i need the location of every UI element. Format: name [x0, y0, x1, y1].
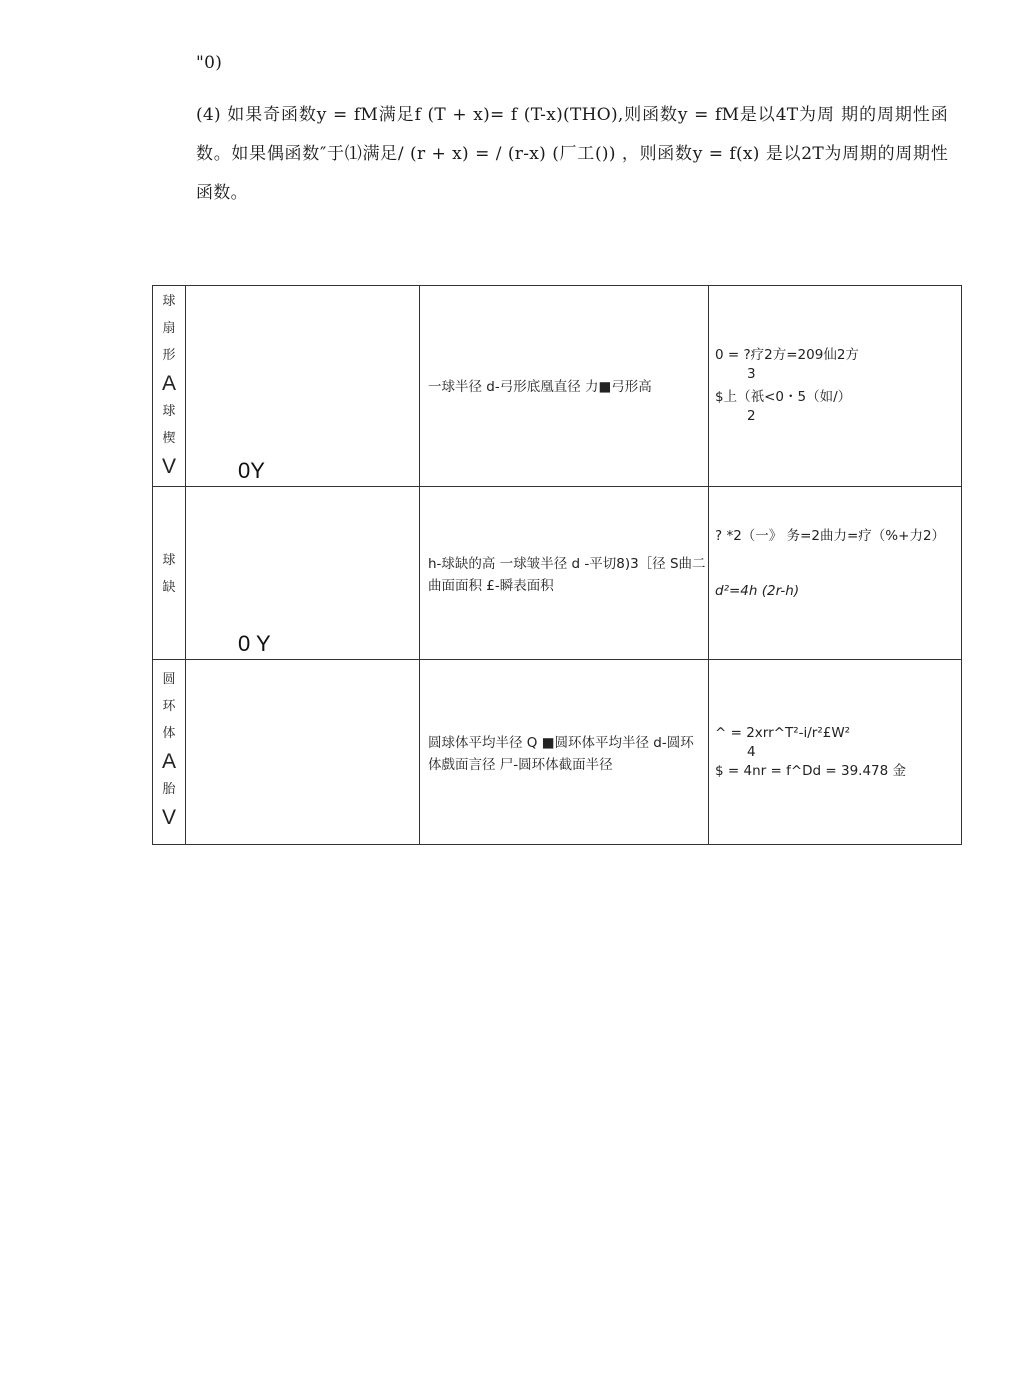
formula-line: ? *2（一》 务=2曲力=疗（%+力2） — [715, 528, 946, 544]
shape-name-char: A — [161, 750, 176, 773]
shape-name-char: 缺 — [162, 580, 176, 595]
formula-line: ^ = 2xrr^T²-i/r²£W² — [715, 725, 851, 741]
figure-cell — [186, 286, 420, 487]
formula-cell — [709, 286, 962, 487]
formula-line: $上（祇<0・5（如/） — [715, 389, 852, 405]
table-row-spherical-sector — [153, 286, 962, 487]
formula-denominator: 3 — [747, 366, 756, 382]
formula-cell — [709, 660, 962, 845]
shape-name-char: 球 — [162, 553, 176, 568]
formula-line: 0 = ?疗2方=209仙2方 — [715, 347, 859, 363]
solid-geometry-formula-table — [152, 285, 962, 845]
shape-name-char: A — [161, 372, 176, 395]
shape-name-char: 扇 — [162, 321, 176, 336]
symbol-definitions: 圆球体平均半径 Q ■圆环体平均半径 d-圆环体戲面言径 尸-圆环体截面半径 — [428, 735, 694, 773]
shape-name-char: 球 — [162, 294, 176, 309]
periodic-function-paragraph: (4) 如果奇函数y = fM满足f (T + x)= f (T-x)(THO),则函数y = fM是以4T为周 期的周期性函数。如果偶函数″于⑴满足/ (r + x) = / (r-x) (厂工()) ，则函数y = f(x) 是以2T为周期的周期性函数。 — [196, 105, 948, 203]
figure-label: 0 Y — [238, 631, 271, 656]
formula-line: $ = 4nr = f^Dd = 39.478 金 — [715, 763, 907, 779]
figure-cell — [186, 487, 420, 660]
symbols-cell — [420, 487, 709, 660]
formula-denominator: 2 — [747, 408, 756, 424]
symbol-definitions: h-球缺的高 一球皱半径 d -平切8)3［径 S曲二曲面面积 £-瞬表面积 — [428, 556, 706, 594]
shape-name-char: 形 — [162, 348, 176, 363]
shape-name-char: 圆 — [162, 672, 176, 687]
symbols-cell — [420, 660, 709, 845]
shape-name-char: 胎 — [162, 782, 176, 797]
formula-block — [715, 527, 959, 601]
shape-name-char: 环 — [162, 699, 176, 714]
shape-name-cell — [153, 660, 186, 845]
shape-name-char: V — [161, 455, 176, 478]
figure-cell — [186, 660, 420, 845]
shape-name-char: 球 — [162, 404, 176, 419]
formula-block — [715, 346, 959, 426]
formula-denominator: 4 — [747, 744, 756, 760]
shape-name-cell — [153, 286, 186, 487]
symbols-cell — [420, 286, 709, 487]
page-fragment-top: "0) — [196, 53, 223, 73]
formula-line: d²=4h (2r-h) — [715, 583, 800, 599]
shape-name-char: V — [161, 806, 176, 829]
symbol-definitions: 一球半径 d-弓形底凰直径 力■弓形高 — [428, 379, 652, 395]
shape-name-cell — [153, 487, 186, 660]
figure-label: 0Y — [238, 458, 265, 483]
formula-cell — [709, 487, 962, 660]
formula-block — [715, 724, 959, 781]
table-row-spherical-segment — [153, 487, 962, 660]
table-row-torus — [153, 660, 962, 845]
shape-name-char: 楔 — [162, 431, 176, 446]
shape-name-char: 体 — [162, 726, 176, 741]
